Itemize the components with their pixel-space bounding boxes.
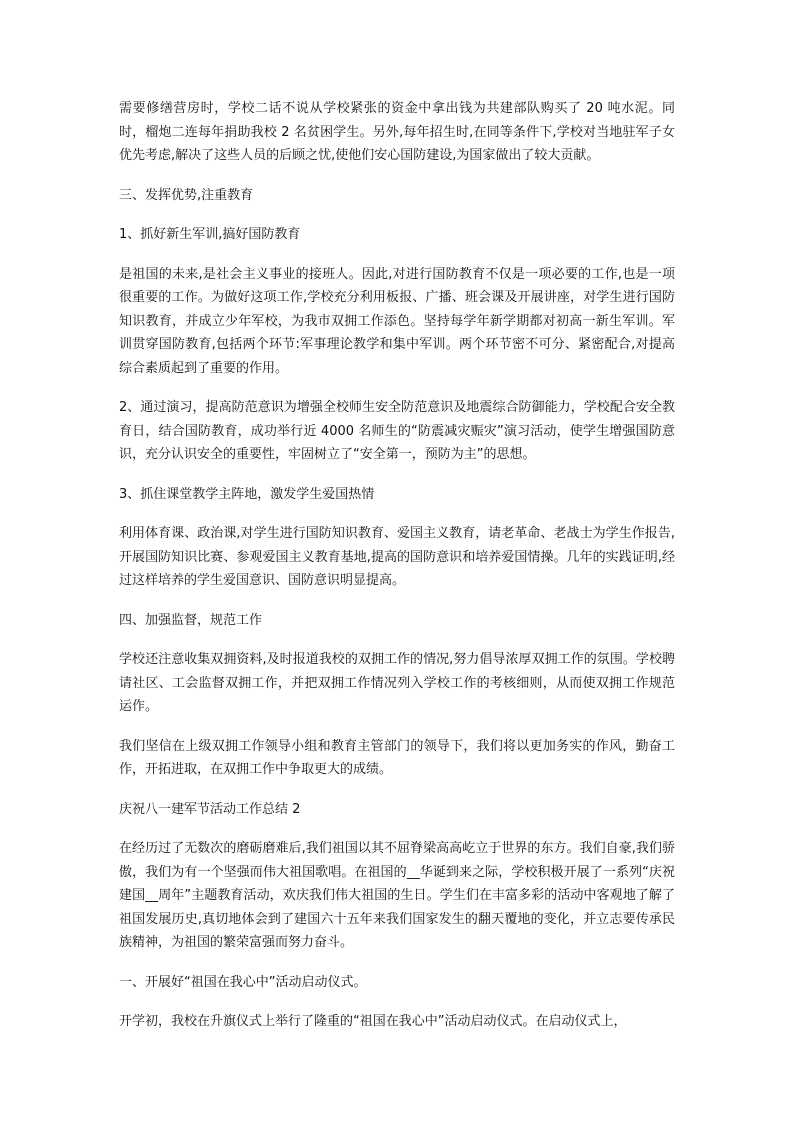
section-heading: 四、加强监督，规范工作 — [119, 612, 263, 628]
subsection-heading: 1、抓好新生军训,搞好国防教育 — [119, 227, 301, 242]
paragraph-body: 在经历过了无数次的磨砺磨难后,我们祖国以其不屈脊梁高高屹立于世界的东方。我们自豪,我们骄傲，我们为有一个坚强而伟大祖国歌唱。在祖国的__华诞到来之际，学校积极开展了一系列“庆祝建国__周年”主题教育活动，欢庆我们伟大祖国的生日。学生们在丰富多彩的活动中客观地了解了祖国发展历史,真切地体会到了建国六十五年来我们国家发生的翻天覆地的变化，并立志要传承民族精神，为祖国的繁荣富强而努力奋斗。 — [119, 841, 675, 950]
paragraph-body: 我们坚信在上级双拥工作领导小组和教育主管部门的领导下，我们将以更加务实的作风，勤奋工作，开拓进取，在双拥工作中争取更大的成绩。 — [119, 738, 675, 777]
paragraph-body: 利用体育课、政治课,对学生进行国防知识教育、爱国主义教育，请老革命、老战士为学生作报告,开展国防知识比赛、参观爱国主义教育基地,提高的国防意识和培养爱国情操。几年的实践证明,经过这样培养的学生爱国意识、国防意识明显提高。 — [119, 526, 675, 588]
document-title: 庆祝八一建军节活动工作总结 2 — [119, 801, 301, 817]
document-page — [119, 97, 675, 1034]
paragraph-body: 需要修缮营房时，学校二话不说从学校紧张的资金中拿出钱为共建部队购买了 20 吨水泥。同时，榴炮二连每年捐助我校 2 名贫困学生。另外,每年招生时,在同等条件下,学校对当地驻军子女优先考虑,解决了这些人员的后顾之忧,使他们安心国防建设,为国家做出了较大贡献。 — [119, 101, 675, 163]
paragraph-body: 是祖国的未来,是社会主义事业的接班人。因此,对进行国防教育不仅是一项必要的工作,也是一项很重要的工作。为做好这项工作,学校充分利用板报、广播、班会课及开展讲座，对学生进行国防知识教育，并成立少年军校，为我市双拥工作添色。坚持每学年新学期都对初高一新生军训。军训贯穿国防教育,包括两个环节:军事理论教学和集中军训。两个环节密不可分、紧密配合,对提高综合素质起到了重要的作用。 — [119, 266, 675, 376]
section-heading: 三、发挥优势,注重教育 — [119, 187, 254, 203]
section-heading: 一、开展好“祖国在我心中”活动启动仪式。 — [119, 974, 367, 990]
paragraph-body: 开学初，我校在升旗仪式上举行了隆重的“祖国在我心中”活动启动仪式。在启动仪式上， — [119, 1014, 627, 1029]
subsection-heading: 3、抓住课堂教学主阵地，激发学生爱国热情 — [119, 486, 375, 502]
paragraph-body: 2、通过演习，提高防范意识为增强全校师生安全防范意识及地震综合防御能力，学校配合安全教育日，结合国防教育，成功举行近 4000 名师生的“防震减灾赈灾”演习活动，使学生增强国防意识，充分认识安全的重要性，牢固树立了“安全第一，预防为主”的思想。 — [119, 400, 675, 462]
paragraph-body: 学校还注意收集双拥资料,及时报道我校的双拥工作的情况,努力倡导浓厚双拥工作的氛围。学校聘请社区、工会监督双拥工作，并把双拥工作情况列入学校工作的考核细则，从而使双拥工作规范运作。 — [119, 652, 675, 714]
